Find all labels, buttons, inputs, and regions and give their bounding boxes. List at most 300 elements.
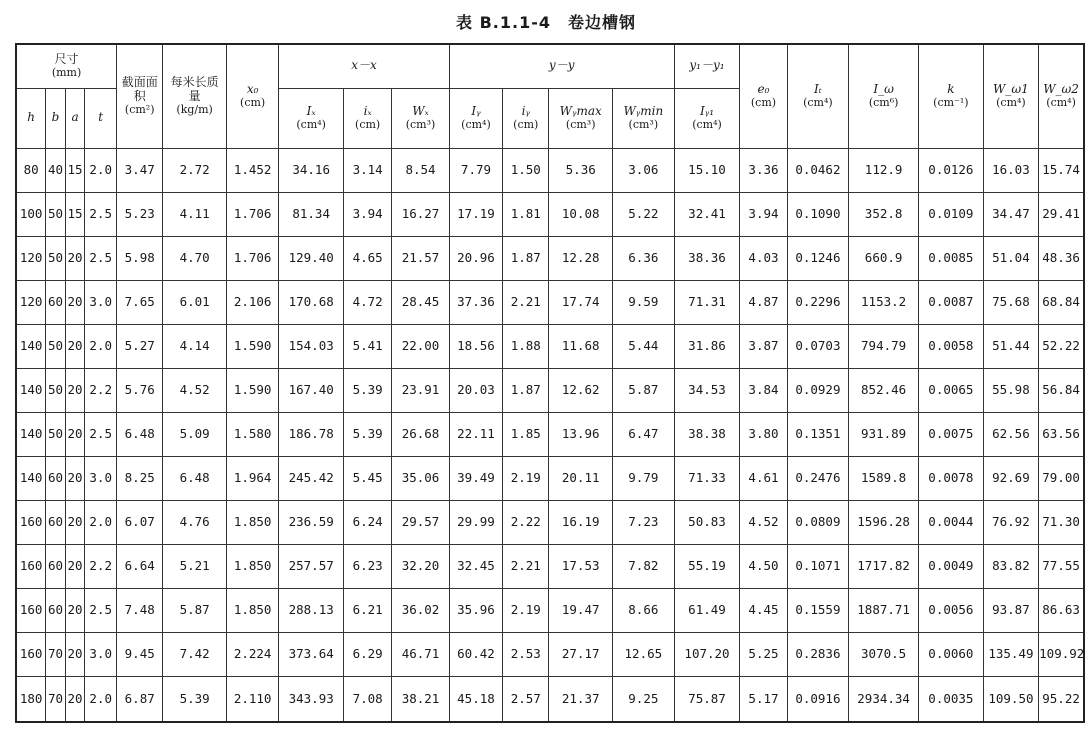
table-cell: 16.19 — [549, 500, 613, 544]
table-cell: 2.106 — [226, 280, 278, 324]
table-cell: 0.0929 — [787, 368, 849, 412]
table-cell: 6.87 — [117, 676, 163, 722]
table-cell: 71.33 — [674, 456, 740, 500]
table-row — [16, 148, 1084, 192]
table-cell: 16.03 — [983, 148, 1038, 192]
table-cell: 1.590 — [226, 324, 278, 368]
table-cell: 0.2476 — [787, 456, 849, 500]
table-cell: 32.20 — [392, 544, 450, 588]
table-cell: 15 — [65, 148, 85, 192]
table-cell: 2934.34 — [849, 676, 919, 722]
table-cell: 20 — [65, 368, 85, 412]
table-cell: 5.22 — [613, 192, 675, 236]
table-cell: 931.89 — [849, 412, 919, 456]
table-row — [16, 368, 1084, 412]
table-cell: 5.25 — [740, 632, 787, 676]
table-cell: 5.27 — [117, 324, 163, 368]
table-cell: 2.110 — [226, 676, 278, 722]
table-cell: 39.49 — [449, 456, 502, 500]
table-cell: 10.08 — [549, 192, 613, 236]
table-cell: 86.63 — [1039, 588, 1084, 632]
table-cell: 46.71 — [392, 632, 450, 676]
iy-header: iᵧ (cm) — [503, 88, 549, 148]
table-cell: 50 — [46, 368, 66, 412]
table-cell: 6.47 — [613, 412, 675, 456]
table-cell: 1.50 — [503, 148, 549, 192]
Wymax-header: Wᵧmax (cm³) — [549, 88, 613, 148]
table-cell: 2.19 — [503, 456, 549, 500]
table-cell: 2.5 — [85, 192, 117, 236]
table-cell: 75.87 — [674, 676, 740, 722]
table-row — [16, 500, 1084, 544]
table-cell: 50 — [46, 192, 66, 236]
table-cell: 93.87 — [983, 588, 1038, 632]
table-cell: 5.39 — [344, 368, 392, 412]
table-cell: 27.17 — [549, 632, 613, 676]
table-cell: 15.10 — [674, 148, 740, 192]
table-cell: 2.0 — [85, 148, 117, 192]
table-cell: 2.53 — [503, 632, 549, 676]
table-cell: 794.79 — [849, 324, 919, 368]
table-cell: 170.68 — [279, 280, 344, 324]
table-cell: 1.964 — [226, 456, 278, 500]
table-cell: 5.98 — [117, 236, 163, 280]
table-row — [16, 676, 1084, 722]
table-cell: 0.0087 — [919, 280, 984, 324]
table-cell: 3.0 — [85, 456, 117, 500]
y1-axis-group-header: y₁－y₁ — [674, 44, 740, 88]
table-cell: 6.24 — [344, 500, 392, 544]
table-cell: 3.84 — [740, 368, 787, 412]
table-cell: 257.57 — [279, 544, 344, 588]
table-cell: 5.21 — [163, 544, 227, 588]
Wx-header: Wₓ (cm³) — [392, 88, 450, 148]
table-cell: 0.0060 — [919, 632, 984, 676]
table-cell: 5.39 — [344, 412, 392, 456]
table-cell: 2.5 — [85, 412, 117, 456]
table-cell: 4.52 — [163, 368, 227, 412]
table-cell: 6.21 — [344, 588, 392, 632]
table-cell: 60 — [46, 500, 66, 544]
table-row — [16, 236, 1084, 280]
table-cell: 1.87 — [503, 236, 549, 280]
table-cell: 109.50 — [983, 676, 1038, 722]
table-cell: 20 — [65, 676, 85, 722]
table-cell: 7.65 — [117, 280, 163, 324]
Ww1-header: W_ω1 (cm⁴) — [983, 44, 1038, 148]
table-cell: 0.1090 — [787, 192, 849, 236]
It-header: Iₜ (cm⁴) — [787, 44, 849, 148]
table-cell: 1.452 — [226, 148, 278, 192]
table-cell: 83.82 — [983, 544, 1038, 588]
table-cell: 1.580 — [226, 412, 278, 456]
table-cell: 0.0078 — [919, 456, 984, 500]
table-cell: 0.0044 — [919, 500, 984, 544]
Ww2-header: W_ω2 (cm⁴) — [1039, 44, 1084, 148]
table-cell: 95.22 — [1039, 676, 1084, 722]
table-cell: 5.87 — [163, 588, 227, 632]
table-cell: 38.38 — [674, 412, 740, 456]
table-cell: 129.40 — [279, 236, 344, 280]
table-cell: 120 — [16, 280, 46, 324]
table-cell: 56.84 — [1039, 368, 1084, 412]
table-cell: 0.0056 — [919, 588, 984, 632]
table-cell: 4.72 — [344, 280, 392, 324]
table-cell: 5.76 — [117, 368, 163, 412]
table-cell: 135.49 — [983, 632, 1038, 676]
table-cell: 6.29 — [344, 632, 392, 676]
table-row — [16, 588, 1084, 632]
table-cell: 60 — [46, 588, 66, 632]
table-cell: 1.88 — [503, 324, 549, 368]
table-cell: 29.41 — [1039, 192, 1084, 236]
table-body — [16, 148, 1084, 722]
table-cell: 20 — [65, 412, 85, 456]
table-cell: 34.53 — [674, 368, 740, 412]
Wymin-header: Wᵧmin (cm³) — [613, 88, 675, 148]
table-cell: 6.01 — [163, 280, 227, 324]
table-cell: 3.06 — [613, 148, 675, 192]
table-cell: 9.45 — [117, 632, 163, 676]
table-cell: 1.850 — [226, 500, 278, 544]
table-cell: 160 — [16, 588, 46, 632]
table-cell: 9.79 — [613, 456, 675, 500]
table-cell: 1887.71 — [849, 588, 919, 632]
table-cell: 180 — [16, 676, 46, 722]
table-row — [16, 632, 1084, 676]
table-cell: 1.850 — [226, 588, 278, 632]
table-cell: 15 — [65, 192, 85, 236]
a-header: a — [65, 88, 85, 148]
table-cell: 2.2 — [85, 368, 117, 412]
table-cell: 4.52 — [740, 500, 787, 544]
table-cell: 3.0 — [85, 632, 117, 676]
table-cell: 0.0058 — [919, 324, 984, 368]
table-cell: 140 — [16, 456, 46, 500]
table-cell: 75.68 — [983, 280, 1038, 324]
table-cell: 71.30 — [1039, 500, 1084, 544]
table-cell: 52.22 — [1039, 324, 1084, 368]
table-cell: 8.54 — [392, 148, 450, 192]
table-cell: 160 — [16, 500, 46, 544]
table-cell: 5.17 — [740, 676, 787, 722]
table-cell: 50.83 — [674, 500, 740, 544]
table-cell: 4.14 — [163, 324, 227, 368]
table-cell: 4.70 — [163, 236, 227, 280]
table-cell: 15.74 — [1039, 148, 1084, 192]
table-cell: 2.22 — [503, 500, 549, 544]
table-cell: 7.82 — [613, 544, 675, 588]
table-cell: 38.21 — [392, 676, 450, 722]
table-cell: 62.56 — [983, 412, 1038, 456]
table-cell: 60 — [46, 280, 66, 324]
table-cell: 7.48 — [117, 588, 163, 632]
mass-header: 每米长质 量 (kg/m) — [163, 44, 227, 148]
table-cell: 6.36 — [613, 236, 675, 280]
table-cell: 1596.28 — [849, 500, 919, 544]
table-cell: 5.09 — [163, 412, 227, 456]
table-cell: 245.42 — [279, 456, 344, 500]
table-cell: 20.96 — [449, 236, 502, 280]
table-cell: 45.18 — [449, 676, 502, 722]
table-row — [16, 544, 1084, 588]
Ix-header: Iₓ (cm⁴) — [279, 88, 344, 148]
table-cell: 373.64 — [279, 632, 344, 676]
table-cell: 4.50 — [740, 544, 787, 588]
table-cell: 76.92 — [983, 500, 1038, 544]
table-cell: 12.28 — [549, 236, 613, 280]
channel-steel-table — [15, 43, 1085, 723]
table-cell: 2.5 — [85, 588, 117, 632]
ix-header: iₓ (cm) — [344, 88, 392, 148]
table-cell: 107.20 — [674, 632, 740, 676]
table-cell: 0.0075 — [919, 412, 984, 456]
table-cell: 71.31 — [674, 280, 740, 324]
table-cell: 0.0085 — [919, 236, 984, 280]
table-cell: 4.65 — [344, 236, 392, 280]
dimension-group-header: 尺寸 (mm) — [16, 44, 117, 88]
table-cell: 343.93 — [279, 676, 344, 722]
table-cell: 79.00 — [1039, 456, 1084, 500]
table-cell: 37.36 — [449, 280, 502, 324]
table-cell: 77.55 — [1039, 544, 1084, 588]
table-cell: 100 — [16, 192, 46, 236]
area-header: 截面面积 (cm²) — [117, 44, 163, 148]
table-cell: 3070.5 — [849, 632, 919, 676]
table-cell: 28.45 — [392, 280, 450, 324]
table-cell: 17.74 — [549, 280, 613, 324]
table-cell: 20 — [65, 324, 85, 368]
h-header: h — [16, 88, 46, 148]
table-cell: 1717.82 — [849, 544, 919, 588]
table-cell: 20 — [65, 544, 85, 588]
Iy1-header: Iᵧ₁ (cm⁴) — [674, 88, 740, 148]
table-cell: 1.85 — [503, 412, 549, 456]
table-cell: 0.0462 — [787, 148, 849, 192]
table-cell: 20.03 — [449, 368, 502, 412]
table-cell: 70 — [46, 632, 66, 676]
table-row — [16, 456, 1084, 500]
table-cell: 2.21 — [503, 544, 549, 588]
table-cell: 16.27 — [392, 192, 450, 236]
xx-axis-group-header: x－x — [279, 44, 449, 88]
table-cell: 11.68 — [549, 324, 613, 368]
table-cell: 0.1559 — [787, 588, 849, 632]
table-cell: 160 — [16, 544, 46, 588]
table-cell: 51.04 — [983, 236, 1038, 280]
table-cell: 3.47 — [117, 148, 163, 192]
table-cell: 21.57 — [392, 236, 450, 280]
table-cell: 20 — [65, 588, 85, 632]
table-cell: 140 — [16, 324, 46, 368]
table-cell: 22.11 — [449, 412, 502, 456]
table-cell: 5.36 — [549, 148, 613, 192]
table-cell: 60.42 — [449, 632, 502, 676]
table-cell: 5.39 — [163, 676, 227, 722]
k-header: k (cm⁻¹) — [919, 44, 984, 148]
table-cell: 0.1246 — [787, 236, 849, 280]
table-cell: 1.590 — [226, 368, 278, 412]
table-cell: 29.57 — [392, 500, 450, 544]
table-cell: 12.62 — [549, 368, 613, 412]
table-cell: 19.47 — [549, 588, 613, 632]
table-row — [16, 192, 1084, 236]
table-cell: 55.98 — [983, 368, 1038, 412]
table-cell: 0.0126 — [919, 148, 984, 192]
table-cell: 109.92 — [1039, 632, 1084, 676]
table-cell: 1589.8 — [849, 456, 919, 500]
table-cell: 80 — [16, 148, 46, 192]
table-cell: 0.0035 — [919, 676, 984, 722]
table-cell: 6.07 — [117, 500, 163, 544]
table-cell: 352.8 — [849, 192, 919, 236]
table-cell: 1153.2 — [849, 280, 919, 324]
table-cell: 6.48 — [117, 412, 163, 456]
x0-header: x₀ (cm) — [226, 44, 278, 148]
table-cell: 21.37 — [549, 676, 613, 722]
table-cell: 160 — [16, 632, 46, 676]
table-cell: 60 — [46, 544, 66, 588]
table-cell: 18.56 — [449, 324, 502, 368]
table-cell: 68.84 — [1039, 280, 1084, 324]
table-cell: 8.66 — [613, 588, 675, 632]
table-cell: 4.45 — [740, 588, 787, 632]
table-cell: 40 — [46, 148, 66, 192]
table-cell: 5.87 — [613, 368, 675, 412]
b-header: b — [46, 88, 66, 148]
table-cell: 36.02 — [392, 588, 450, 632]
table-cell: 4.87 — [740, 280, 787, 324]
table-cell: 2.5 — [85, 236, 117, 280]
table-cell: 12.65 — [613, 632, 675, 676]
table-cell: 2.0 — [85, 500, 117, 544]
table-cell: 3.94 — [740, 192, 787, 236]
table-cell: 1.81 — [503, 192, 549, 236]
table-cell: 1.87 — [503, 368, 549, 412]
table-cell: 32.45 — [449, 544, 502, 588]
table-cell: 35.06 — [392, 456, 450, 500]
table-cell: 9.59 — [613, 280, 675, 324]
table-cell: 23.91 — [392, 368, 450, 412]
table-cell: 5.41 — [344, 324, 392, 368]
table-cell: 0.0809 — [787, 500, 849, 544]
table-cell: 48.36 — [1039, 236, 1084, 280]
table-cell: 2.21 — [503, 280, 549, 324]
table-cell: 1.706 — [226, 192, 278, 236]
table-cell: 2.19 — [503, 588, 549, 632]
table-cell: 3.36 — [740, 148, 787, 192]
table-cell: 20 — [65, 456, 85, 500]
table-cell: 0.0703 — [787, 324, 849, 368]
table-title: 表 B.1.1-4 卷边槽钢 — [456, 13, 636, 32]
Iy-header: Iᵧ (cm⁴) — [449, 88, 502, 148]
table-cell: 2.57 — [503, 676, 549, 722]
table-cell: 5.44 — [613, 324, 675, 368]
table-cell: 55.19 — [674, 544, 740, 588]
table-cell: 288.13 — [279, 588, 344, 632]
table-cell: 140 — [16, 412, 46, 456]
table-cell: 17.53 — [549, 544, 613, 588]
table-cell: 63.56 — [1039, 412, 1084, 456]
table-cell: 7.08 — [344, 676, 392, 722]
t-header: t — [85, 88, 117, 148]
table-cell: 6.23 — [344, 544, 392, 588]
table-cell: 186.78 — [279, 412, 344, 456]
table-cell: 6.48 — [163, 456, 227, 500]
table-cell: 20 — [65, 236, 85, 280]
table-cell: 7.79 — [449, 148, 502, 192]
table-row — [16, 412, 1084, 456]
e0-header: e₀ (cm) — [740, 44, 787, 148]
table-cell: 70 — [46, 676, 66, 722]
table-cell: 20 — [65, 500, 85, 544]
table-cell: 167.40 — [279, 368, 344, 412]
table-cell: 3.94 — [344, 192, 392, 236]
table-cell: 1.706 — [226, 236, 278, 280]
table-cell: 2.0 — [85, 676, 117, 722]
table-cell: 26.68 — [392, 412, 450, 456]
table-cell: 29.99 — [449, 500, 502, 544]
table-row — [16, 280, 1084, 324]
table-cell: 20.11 — [549, 456, 613, 500]
table-cell: 20 — [65, 280, 85, 324]
table-cell: 9.25 — [613, 676, 675, 722]
table-cell: 0.0916 — [787, 676, 849, 722]
table-cell: 0.2296 — [787, 280, 849, 324]
table-cell: 50 — [46, 324, 66, 368]
yy-axis-group-header: y－y — [449, 44, 674, 88]
table-row — [16, 324, 1084, 368]
table-cell: 60 — [46, 456, 66, 500]
table-cell: 2.224 — [226, 632, 278, 676]
table-cell: 0.2836 — [787, 632, 849, 676]
table-cell: 1.850 — [226, 544, 278, 588]
table-cell: 13.96 — [549, 412, 613, 456]
table-cell: 35.96 — [449, 588, 502, 632]
table-cell: 32.41 — [674, 192, 740, 236]
table-cell: 34.47 — [983, 192, 1038, 236]
table-cell: 5.23 — [117, 192, 163, 236]
table-cell: 3.14 — [344, 148, 392, 192]
table-cell: 17.19 — [449, 192, 502, 236]
table-cell: 31.86 — [674, 324, 740, 368]
table-cell: 112.9 — [849, 148, 919, 192]
table-cell: 20 — [65, 632, 85, 676]
table-cell: 0.0065 — [919, 368, 984, 412]
table-cell: 22.00 — [392, 324, 450, 368]
table-cell: 38.36 — [674, 236, 740, 280]
table-cell: 4.11 — [163, 192, 227, 236]
table-cell: 2.2 — [85, 544, 117, 588]
table-cell: 0.1351 — [787, 412, 849, 456]
table-cell: 140 — [16, 368, 46, 412]
table-cell: 236.59 — [279, 500, 344, 544]
table-cell: 4.03 — [740, 236, 787, 280]
table-cell: 0.0109 — [919, 192, 984, 236]
table-cell: 7.23 — [613, 500, 675, 544]
table-cell: 50 — [46, 412, 66, 456]
table-cell: 61.49 — [674, 588, 740, 632]
table-cell: 5.45 — [344, 456, 392, 500]
Iw-header: I_ω (cm⁶) — [849, 44, 919, 148]
table-cell: 6.64 — [117, 544, 163, 588]
table-cell: 34.16 — [279, 148, 344, 192]
table-cell: 81.34 — [279, 192, 344, 236]
table-cell: 660.9 — [849, 236, 919, 280]
table-cell: 852.46 — [849, 368, 919, 412]
table-cell: 3.0 — [85, 280, 117, 324]
table-cell: 51.44 — [983, 324, 1038, 368]
